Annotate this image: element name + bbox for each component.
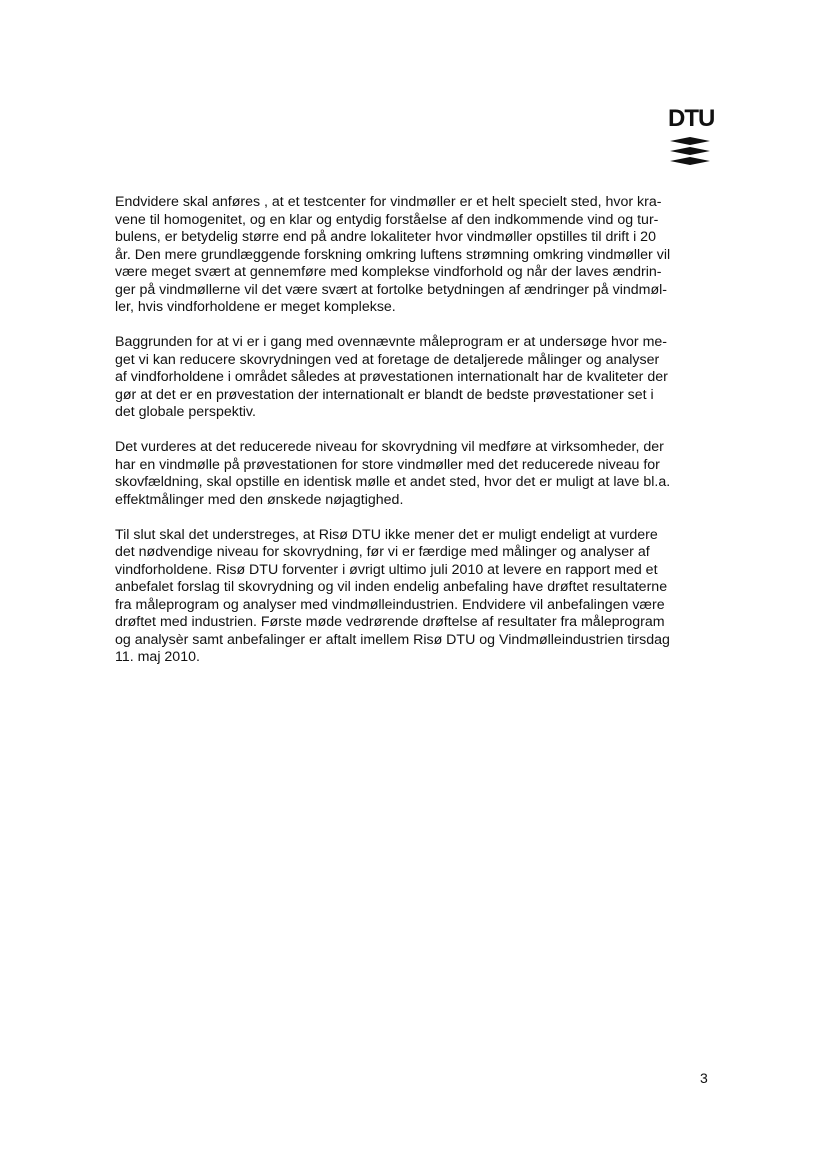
text-line: gør at det er en prøvestation der internationalt er blandt de bedste prøvestationer set i (115, 386, 654, 403)
paragraph-3 (115, 439, 711, 509)
text-line: Til slut skal det understreges, at Risø DTU ikke mener det er muligt endeligt at vurdere (115, 526, 658, 543)
text-line: Det vurderes at det reducerede niveau for skovrydning vil medføre at virksomheder, der (115, 439, 664, 455)
paragraph-2 (115, 334, 711, 422)
page-number: 3 (700, 1070, 708, 1086)
text-line: ger på vindmøllerne vil det være svært at fortolke betydningen af ændringer på vindmøl- (115, 281, 667, 298)
text-line: vindforholdene. Risø DTU forventer i øvrigt ultimo juli 2010 at levere en rapport med et (115, 561, 658, 578)
text-line: det globale perspektiv. (115, 404, 256, 420)
text-line: anbefalet forslag til skovrydning og vil inden endelig anbefaling have drøftet resultaterne (115, 579, 668, 595)
text-line: af vindforholdene i området således at prøvestationen internationalt har de kvaliteter der (115, 369, 668, 385)
paragraph-1 (115, 194, 711, 317)
text-line: Baggrunden for at vi er i gang med ovennævnte måleprogram er at undersøge hvor me- (115, 334, 668, 350)
text-line: være meget svært at gennemføre med komplekse vindforhold og når der laves ændrin- (115, 264, 662, 280)
text-line: bulens, er betydelig større end på andre lokaliteter hvor vindmøller opstilles til drift i 20 (115, 229, 656, 245)
text-line: og analysèr samt anbefalinger er aftalt imellem Risø DTU og Vindmølleindustrien tirsdag (115, 631, 670, 648)
text-line: get vi kan reducere skovrydningen ved at foretage de detaljerede målinger og analyser (115, 351, 660, 368)
text-line: vene til homogenitet, og en klar og entydig forståelse af den indkommende vind og tur- (115, 211, 659, 228)
text-line: år. Den mere grundlæggende forskning omkring luftens strømning omkring vindmøller vil (115, 246, 671, 263)
text-line: skovfældning, skal opstille en identisk mølle et andet sted, hvor det er muligt at lave bl.a. (115, 474, 671, 490)
text-line: har en vindmølle på prøvestationen for store vindmøller med det reducerede niveau for (115, 456, 660, 473)
paragraph-4 (115, 527, 711, 667)
logo-text: DTU (668, 105, 715, 132)
text-line: ler, hvis vindforholdene er meget komplekse. (115, 299, 396, 315)
dtu-logo-mark-icon (670, 137, 710, 167)
text-line: 11. maj 2010. (115, 649, 200, 665)
text-line: det nødvendige niveau for skovrydning, før vi er færdige med målinger og analyser af (115, 544, 650, 560)
text-line: Endvidere skal anføres , at et testcenter for vindmøller er et helt specielt sted, hvor kra- (115, 194, 662, 210)
dtu-logo (668, 105, 715, 168)
text-line: effektmålinger med den ønskede nøjagtighed. (115, 491, 404, 508)
text-line: fra måleprogram og analyser med vindmølleindustrien. Endvidere vil anbefalingen være (115, 596, 665, 613)
letter-body (115, 194, 711, 684)
text-line: drøftet med industrien. Første møde vedrørende drøftelse af resultater fra måleprogram (115, 614, 665, 630)
